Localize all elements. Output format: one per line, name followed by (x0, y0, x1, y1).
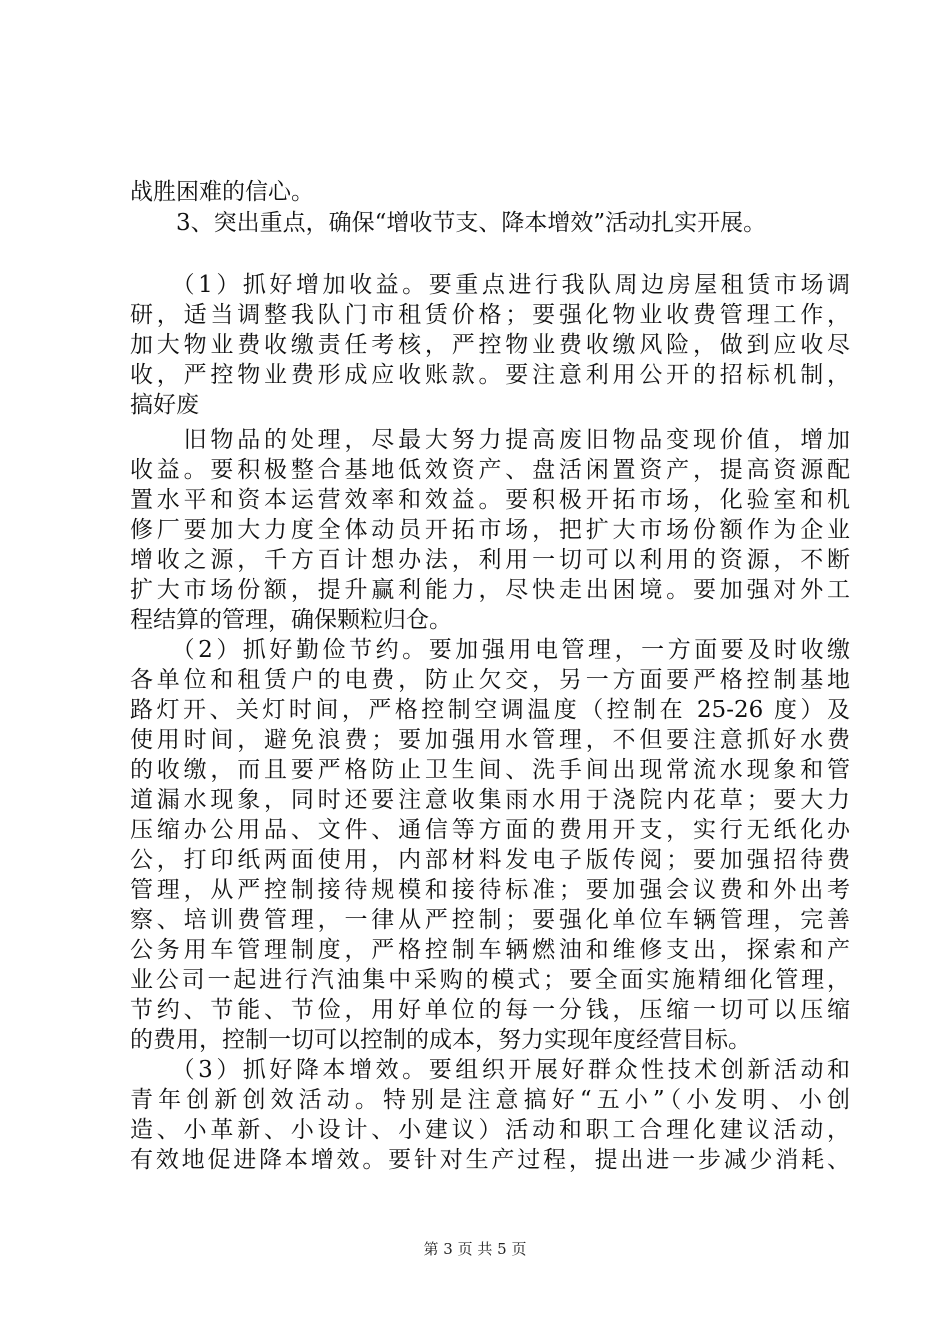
text-line: 公务用车管理制度，严格控制车辆燃油和维修支出，探索和产 (130, 937, 850, 963)
text-line: 加大物业费收缴责任考核，严控物业费收缴风险，做到应收尽 (130, 332, 850, 358)
section-heading: 3、突出重点，确保“增收节支、降本增效”活动扎实开展。 (130, 210, 767, 236)
text-line: 旧物品的处理，尽最大努力提高废旧物品变现价值，增加 (130, 427, 850, 453)
page-number-footer: 第 3 页 共 5 页 (423, 1240, 527, 1258)
text-line: 造、小革新、小设计、小建议）活动和职工合理化建议活动， (130, 1117, 850, 1143)
text-line: 道漏水现象，同时还要注意收集雨水用于浇院内花草；要大力 (130, 787, 850, 813)
text-line: 的收缴，而且要严格防止卫生间、洗手间出现常流水现象和管 (130, 757, 850, 783)
text-line: 收益。要积极整合基地低效资产、盘活闲置资产，提高资源配 (130, 457, 850, 483)
text-line: 研，适当调整我队门市租赁价格；要强化物业收费管理工作， (130, 302, 850, 328)
text-line: 公，打印纸两面使用，内部材料发电子版传阅；要加强招待费 (130, 847, 850, 873)
text-line: 路灯开、关灯时间，严格控制空调温度（控制在 25-26 度）及 (130, 697, 850, 723)
text-line: 各单位和租赁户的电费，防止欠交，另一方面要严格控制基地 (130, 667, 850, 693)
text-line: （3）抓好降本增效。要组织开展好群众性技术创新活动和 (130, 1057, 850, 1083)
text-line: 置水平和资本运营效率和效益。要积极开拓市场，化验室和机 (130, 487, 850, 513)
text-line: 扩大市场份额，提升赢利能力，尽快走出困境。要加强对外工 (130, 577, 850, 603)
text-line: （1）抓好增加收益。要重点进行我队周边房屋租赁市场调 (130, 272, 850, 298)
text-line: 搞好废 (130, 392, 199, 418)
text-line: 收，严控物业费形成应收账款。要注意利用公开的招标机制， (130, 362, 850, 388)
text-line: 战胜困难的信心。 (130, 179, 314, 205)
text-line: 管理，从严控制接待规模和接待标准；要加强会议费和外出考 (130, 877, 850, 903)
text-line: 业公司一起进行汽油集中采购的模式；要全面实施精细化管理， (130, 967, 850, 993)
text-line: 察、培训费管理，一律从严控制；要强化单位车辆管理，完善 (130, 907, 850, 933)
text-line: 使用时间，避免浪费；要加强用水管理，不但要注意抓好水费 (130, 727, 850, 753)
text-line: 程结算的管理，确保颗粒归仓。 (130, 607, 452, 633)
text-line: 压缩办公用品、文件、通信等方面的费用开支，实行无纸化办 (130, 817, 850, 843)
text-line: 青年创新创效活动。特别是注意搞好“五小”（小发明、小创 (130, 1087, 850, 1113)
text-line: （2）抓好勤俭节约。要加强用电管理，一方面要及时收缴 (130, 637, 850, 663)
text-line: 节约、节能、节俭，用好单位的每一分钱，压缩一切可以压缩 (130, 997, 850, 1023)
text-line: 增收之源，千方百计想办法，利用一切可以利用的资源，不断 (130, 547, 850, 573)
text-line: 修厂要加大力度全体动员开拓市场，把扩大市场份额作为企业 (130, 517, 850, 543)
text-line: 的费用，控制一切可以控制的成本，努力实现年度经营目标。 (130, 1027, 751, 1053)
text-line: 有效地促进降本增效。要针对生产过程，提出进一步减少消耗、 (130, 1147, 850, 1173)
